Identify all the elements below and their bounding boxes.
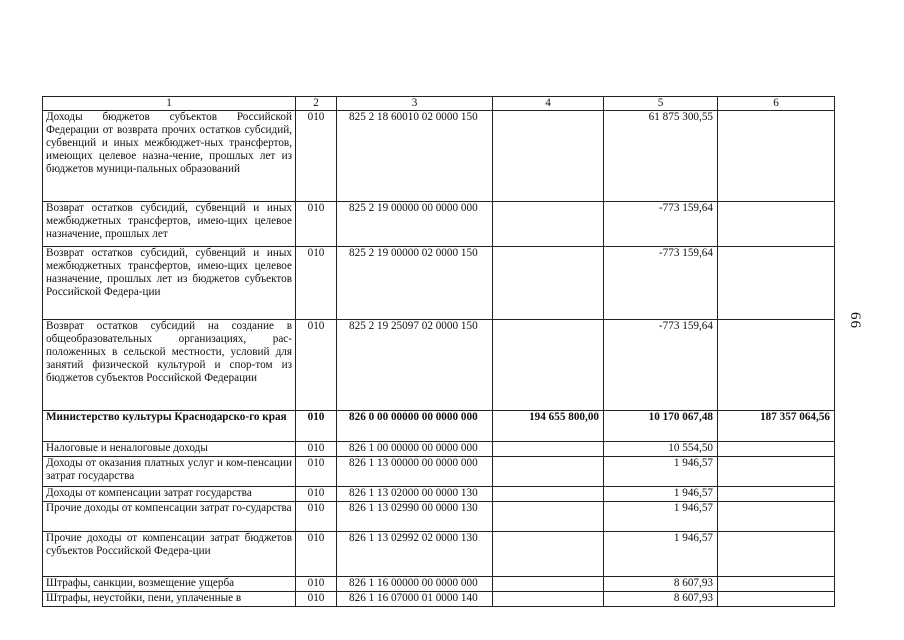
row-col4-cell	[493, 457, 604, 487]
row-col4-cell	[493, 442, 604, 457]
table-header-row	[43, 97, 835, 111]
header-col-2: 2	[296, 97, 337, 111]
row-name-cell: Прочие доходы от компенсации затрат бюджетов субъектов Российской Федера-ции	[43, 532, 296, 577]
row-col6-cell	[718, 457, 835, 487]
table-row	[43, 442, 835, 457]
row-code-cell: 010	[296, 532, 337, 577]
row-code-cell: 010	[296, 111, 337, 202]
row-col4-cell	[493, 487, 604, 502]
row-kbk-cell: 826 1 13 00000 00 0000 000	[337, 457, 493, 487]
row-col6-cell	[718, 247, 835, 320]
row-kbk-cell: 826 1 13 02990 00 0000 130	[337, 502, 493, 532]
table-row	[43, 411, 835, 442]
table-row	[43, 487, 835, 502]
row-kbk-cell: 826 1 00 00000 00 0000 000	[337, 442, 493, 457]
row-code-cell: 010	[296, 411, 337, 442]
row-col5-cell: 8 607,93	[604, 592, 718, 607]
table-row	[43, 247, 835, 320]
row-col4-cell	[493, 502, 604, 532]
table-row	[43, 532, 835, 577]
row-col4-cell	[493, 577, 604, 592]
row-col4-cell	[493, 247, 604, 320]
row-col6-cell	[718, 442, 835, 457]
header-col-6: 6	[718, 97, 835, 111]
row-col4-cell	[493, 320, 604, 411]
page-number: 66	[847, 312, 863, 329]
row-col4-cell	[493, 202, 604, 247]
row-kbk-cell: 825 2 19 00000 00 0000 000	[337, 202, 493, 247]
row-code-cell: 010	[296, 457, 337, 487]
row-col6-cell	[718, 202, 835, 247]
row-col5-cell: 1 946,57	[604, 502, 718, 532]
row-code-cell: 010	[296, 320, 337, 411]
row-col6-cell	[718, 111, 835, 202]
row-col5-cell: 61 875 300,55	[604, 111, 718, 202]
table-row	[43, 457, 835, 487]
row-name-cell: Возврат остатков субсидий на создание в общеобразовательных организациях, рас-положенных в сельской местности, условий для занятий физической культурой и спор-том из бюджетов субъектов Российской Федерации	[43, 320, 296, 411]
row-col5-cell: 8 607,93	[604, 577, 718, 592]
row-col5-cell: 1 946,57	[604, 532, 718, 577]
table-body	[43, 111, 835, 607]
row-col5-cell: 1 946,57	[604, 457, 718, 487]
table-row	[43, 202, 835, 247]
header-col-1: 1	[43, 97, 296, 111]
row-name-cell: Возврат остатков субсидий, субвенций и иных межбюджетных трансфертов, имею-щих целевое назначение, прошлых лет из бюджетов субъектов Российской Федера-ции	[43, 247, 296, 320]
row-name-cell: Доходы от компенсации затрат государства	[43, 487, 296, 502]
row-col5-cell: 1 946,57	[604, 487, 718, 502]
table-row	[43, 577, 835, 592]
revenue-table	[42, 96, 835, 607]
row-col5-cell: -773 159,64	[604, 202, 718, 247]
row-col6-cell: 187 357 064,56	[718, 411, 835, 442]
row-name-cell: Министерство культуры Краснодарско-го края	[43, 411, 296, 442]
row-col5-cell: -773 159,64	[604, 247, 718, 320]
table-row	[43, 502, 835, 532]
row-col6-cell	[718, 502, 835, 532]
row-col6-cell	[718, 592, 835, 607]
header-col-5: 5	[604, 97, 718, 111]
row-name-cell: Налоговые и неналоговые доходы	[43, 442, 296, 457]
row-col4-cell	[493, 592, 604, 607]
row-col6-cell	[718, 577, 835, 592]
header-col-3: 3	[337, 97, 493, 111]
row-name-cell: Штрафы, санкции, возмещение ущерба	[43, 577, 296, 592]
row-code-cell: 010	[296, 592, 337, 607]
row-name-cell: Доходы бюджетов субъектов Российской Федерации от возврата прочих остатков субсидий, субвенций и иных межбюджет-ных трансфертов, имеющих целевое назна-чение, прошлых лет из бюджетов муници-пальных образований	[43, 111, 296, 202]
row-kbk-cell: 826 1 16 07000 01 0000 140	[337, 592, 493, 607]
row-col6-cell	[718, 320, 835, 411]
row-name-cell: Прочие доходы от компенсации затрат го-сударства	[43, 502, 296, 532]
row-col5-cell: 10 170 067,48	[604, 411, 718, 442]
row-code-cell: 010	[296, 247, 337, 320]
row-col4-cell	[493, 532, 604, 577]
table-row	[43, 111, 835, 202]
row-code-cell: 010	[296, 577, 337, 592]
row-kbk-cell: 825 2 19 00000 02 0000 150	[337, 247, 493, 320]
row-kbk-cell: 826 1 16 00000 00 0000 000	[337, 577, 493, 592]
row-col4-cell: 194 655 800,00	[493, 411, 604, 442]
row-code-cell: 010	[296, 502, 337, 532]
header-col-4: 4	[493, 97, 604, 111]
row-kbk-cell: 825 2 18 60010 02 0000 150	[337, 111, 493, 202]
row-kbk-cell: 826 1 13 02000 00 0000 130	[337, 487, 493, 502]
row-name-cell: Доходы от оказания платных услуг и ком-пенсации затрат государства	[43, 457, 296, 487]
row-col6-cell	[718, 532, 835, 577]
row-name-cell: Штрафы, неустойки, пени, уплаченные в	[43, 592, 296, 607]
row-code-cell: 010	[296, 487, 337, 502]
table-row	[43, 320, 835, 411]
row-col5-cell: 10 554,50	[604, 442, 718, 457]
row-kbk-cell: 826 0 00 00000 00 0000 000	[337, 411, 493, 442]
row-code-cell: 010	[296, 202, 337, 247]
row-name-cell: Возврат остатков субсидий, субвенций и иных межбюджетных трансфертов, имею-щих целевое назначение, прошлых лет	[43, 202, 296, 247]
row-col5-cell: -773 159,64	[604, 320, 718, 411]
row-kbk-cell: 825 2 19 25097 02 0000 150	[337, 320, 493, 411]
row-code-cell: 010	[296, 442, 337, 457]
row-col6-cell	[718, 487, 835, 502]
row-col4-cell	[493, 111, 604, 202]
row-kbk-cell: 826 1 13 02992 02 0000 130	[337, 532, 493, 577]
table-row	[43, 592, 835, 607]
